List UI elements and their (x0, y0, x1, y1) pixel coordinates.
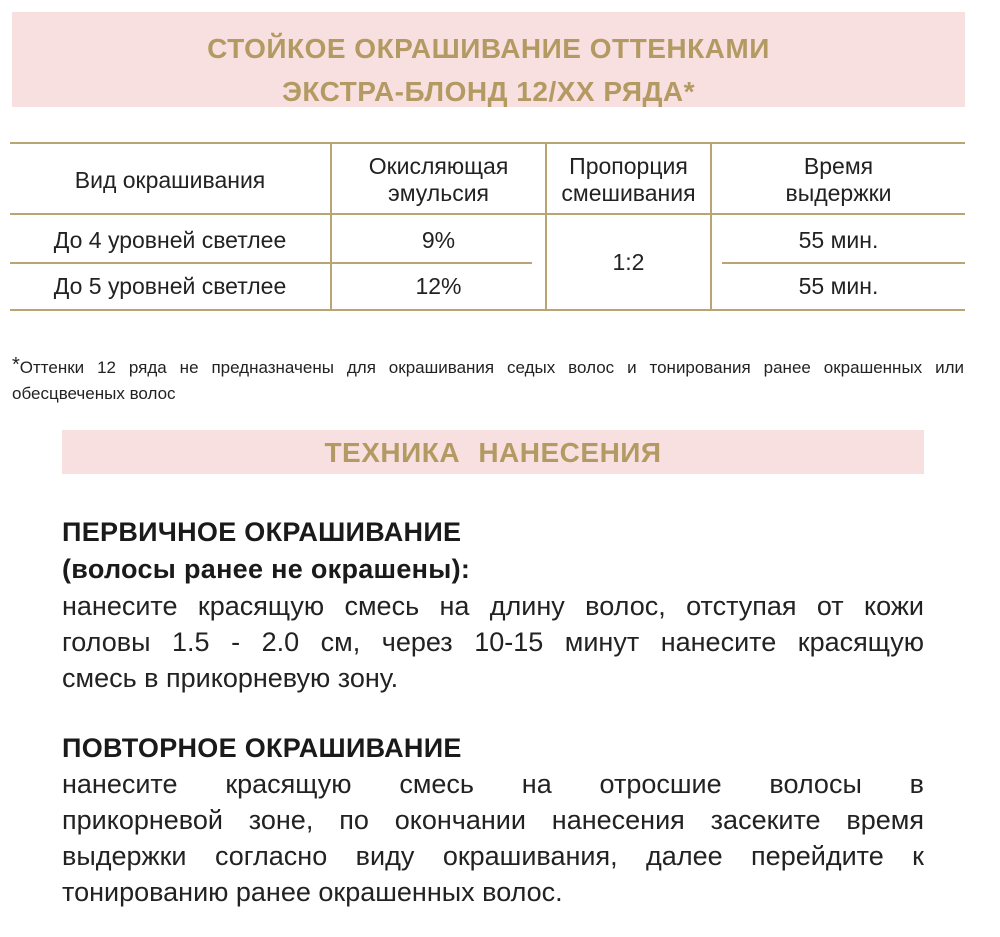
header-ratio-line-1: Пропорция (569, 153, 688, 179)
header-emulsion-line-2: эмульсия (387, 180, 489, 206)
table-header-border (10, 213, 965, 215)
repeat-text-line-4: тонированию ранее окрашенных волос. (62, 877, 563, 907)
header-time-line-2: выдержки (785, 180, 892, 206)
primary-subheading: (волосы ранее не окрашены): (62, 554, 471, 584)
technique-banner: ТЕХНИКА НАНЕСЕНИЯ (62, 430, 924, 474)
row-1-emulsion: 9% (421, 227, 456, 253)
row-separator (10, 262, 532, 264)
repeat-text-line-1: нанесите красящую смесь на отросшие волосы в (62, 769, 924, 799)
footnote (12, 352, 964, 407)
primary-text-line-1: нанесите красящую смесь на длину волос, отступая от кожи (62, 591, 924, 621)
header-time-line-1: Время (803, 153, 874, 179)
repeat-heading: ПОВТОРНОЕ ОКРАШИВАНИЕ (62, 733, 462, 763)
row-separator (722, 262, 965, 264)
ratio-value: 1:2 (612, 249, 645, 275)
repeat-text-line-2: прикорневой зоне, по окончании нанесения засеките время (62, 805, 924, 835)
table-top-border (10, 142, 965, 144)
footnote-star: * (12, 354, 20, 376)
header-type: Вид окрашивания (74, 167, 266, 193)
primary-text-line-3: смесь в прикорневую зону. (62, 663, 399, 693)
primary-text (62, 588, 924, 696)
row-1-time: 55 мин. (798, 227, 879, 253)
row-1-type: До 4 уровней светлее (53, 227, 287, 253)
row-2-emulsion: 12% (415, 273, 462, 299)
title-line-1: СТОЙКОЕ ОКРАШИВАНИЕ ОТТЕНКАМИ (207, 33, 770, 64)
primary-text-line-2: головы 1.5 - 2.0 см, через 10-15 минут нанесите красящую (62, 627, 924, 657)
repeat-text-line-3: выдержки согласно виду окрашивания, далее перейдите к (62, 841, 924, 871)
header-emulsion-line-1: Окисляющая (368, 153, 509, 179)
title-line-2: ЭКСТРА-БЛОНД 12/ХХ РЯДА* (281, 76, 696, 107)
primary-heading: ПЕРВИЧНОЕ ОКРАШИВАНИЕ (62, 517, 462, 547)
header-ratio-line-2: смешивания (561, 180, 696, 206)
title-banner (12, 12, 965, 107)
footnote-text: Оттенки 12 ряда не предназначены для окрашивания седых волос и тонирования ранее окрашенных или обесцвеченых волос (12, 358, 964, 403)
table-bottom-border (10, 309, 965, 311)
row-2-time: 55 мин. (798, 273, 879, 299)
row-2-type: До 5 уровней светлее (53, 273, 287, 299)
repeat-text (62, 766, 924, 910)
